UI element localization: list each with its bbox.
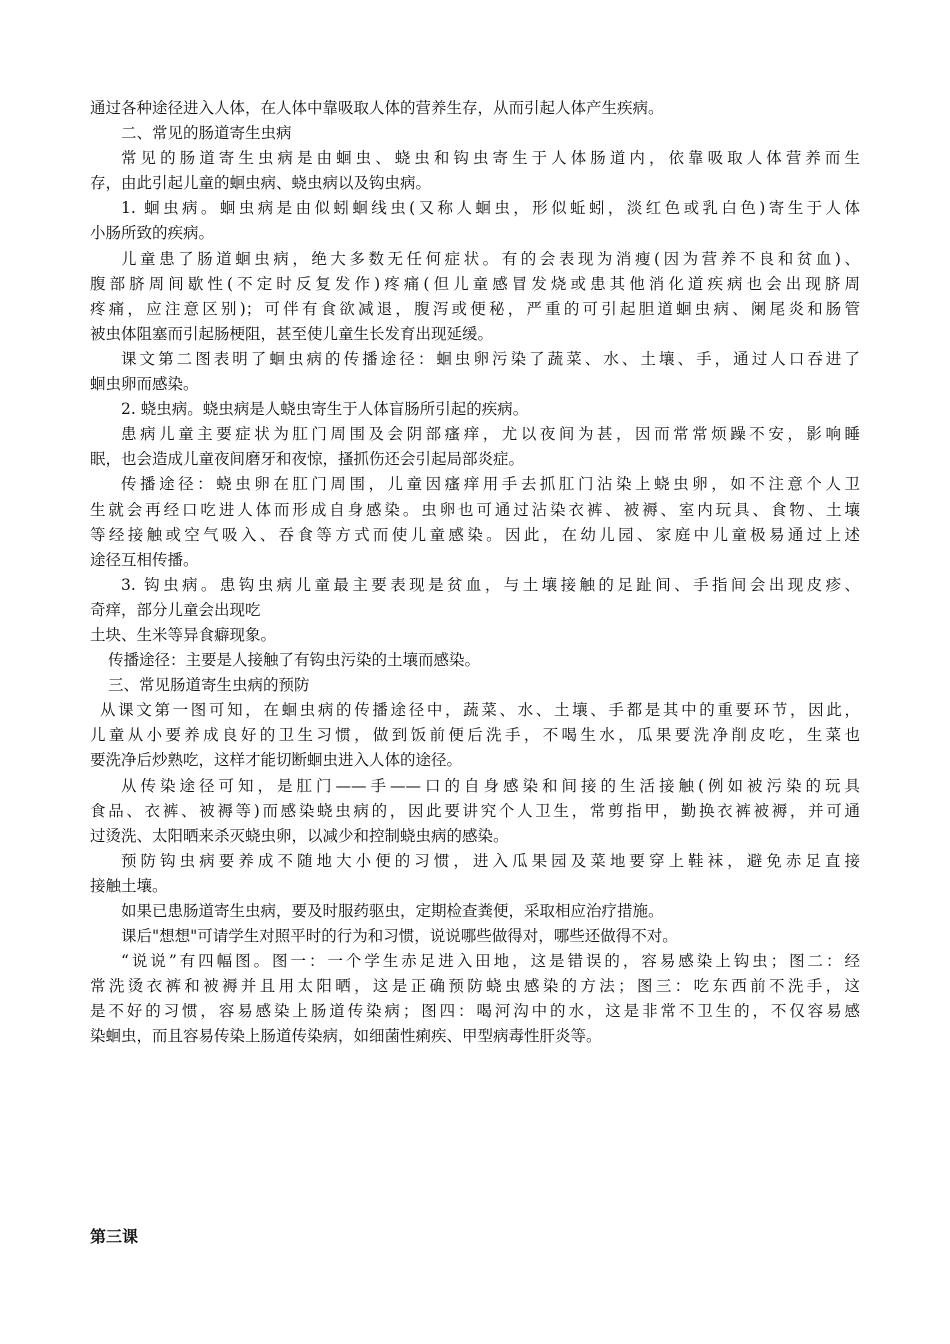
text-line: 1. 蛔虫病。蛔虫病是由似蚓蛔线虫(又称人蛔虫，形似蚯蚓，淡红色或乳白色)寄生于人体 [121,199,860,218]
text-line: 常见的肠道寄生虫病是由蛔虫、蛲虫和钩虫寄生于人体肠道内，依靠吸取人体营养而生 [121,149,860,168]
text-line: 儿童患了肠道蛔虫病，绝大多数无任何症状。有的会表现为消瘦(因为营养不良和贫血)、 [121,249,860,268]
text-line: 从传染途径可知，是肛门——手——口的自身感染和间接的生活接触(例如被污染的玩具 [121,776,860,795]
text-line: 2. 蛲虫病。蛲虫病是人蛲虫寄生于人体盲肠所引起的疾病。 [121,400,529,419]
text-line: 被虫体阻塞而引起肠梗阻，甚至使儿童生长发育出现延缓。 [90,324,494,343]
text-line: 预防钩虫病要养成不随地大小便的习惯，进入瓜果园及菜地要穿上鞋袜，避免赤足直接 [121,851,860,870]
text-line: 传播途径：主要是人接触了有钩虫污染的土壤而感染。 [108,651,481,670]
text-line: 蛔虫卵而感染。 [90,375,199,394]
text-line: 患病儿童主要症状为肛门周围及会阴部瘙痒，尤以夜间为甚，因而常常烦躁不安，影响睡 [121,425,860,444]
text-line: 途径互相传播。 [90,550,199,569]
text-line: 染蛔虫，而且容易传染上肠道传染病，如细菌性痢疾、甲型病毒性肝炎等。 [90,1027,602,1046]
text-line: 二、常见的肠道寄生虫病 [121,124,292,143]
text-line: 眠，也会造成儿童夜间磨牙和夜惊，搔抓伤还会引起局部炎症。 [90,450,525,469]
text-line: 课文第二图表明了蛔虫病的传播途径：蛔虫卵污染了蔬菜、水、土壤、手，通过人口吞进了 [121,349,860,368]
text-line: 常洗烫衣裤和被褥并且用太阳晒，这是正确预防蛲虫感染的方法；图三：吃东西前不洗手，这 [90,977,860,996]
text-line: 存，由此引起儿童的蛔虫病、蛲虫病以及钩虫病。 [90,174,432,193]
text-line: 要洗净后炒熟吃，这样才能切断蛔虫进入人体的途径。 [90,751,463,770]
text-line: 接触土壤。 [90,876,168,895]
text-line: 过烫洗、太阳晒来杀灭蛲虫卵，以减少和控制蛲虫病的感染。 [90,826,509,845]
text-line: 如果已患肠道寄生虫病，要及时服药驱虫，定期检查粪便，采取相应治疗措施。 [121,902,664,920]
text-line: “说说”有四幅图。图一：一个学生赤足进入田地，这是错误的，容易感染上钩虫；图二：经 [121,952,860,971]
text-line: 土块、生米等异食癖现象。 [90,625,277,644]
text-line: 奇痒，部分儿童会出现吃 [90,600,261,619]
text-line: 三、常见肠道寄生虫病的预防 [108,676,310,695]
text-line: 儿童从小要养成良好的卫生习惯，做到饭前便后洗手，不喝生水，瓜果要洗净削皮吃，生菜也 [90,726,860,745]
text-line: 3. 钩虫病。患钩虫病儿童最主要表现是贫血，与土壤接触的足趾间、手指间会出现皮疹、 [121,575,860,594]
text-line: 课后"想想"可请学生对照平时的行为和习惯，说说哪些做得对，哪些还做得不对。 [121,927,678,946]
lesson-heading: 第三课 [90,1227,139,1246]
text-line: 通过各种途径进入人体，在人体中靠吸取人体的营养生存，从而引起人体产生疾病。 [90,99,664,117]
text-line: 腹部脐周间歇性(不定时反复发作)疼痛(但儿童感冒发烧或患其他消化道疾病也会出现脐周 [90,274,860,293]
text-line: 小肠所致的疾病。 [90,224,215,243]
text-line: 等经接触或空气吸入、吞食等方式而使儿童感染。因此，在幼儿园、家庭中儿童极易通过上述 [90,525,860,544]
text-line: 从课文第一图可知，在蛔虫病的传播途径中，蔬菜、水、土壤、手都是其中的重要环节，因此， [100,701,860,720]
text-line: 传播途径：蛲虫卵在肛门周围，儿童因瘙痒用手去抓肛门沾染上蛲虫卵，如不注意个人卫 [121,475,860,494]
text-line: 食品、衣裤、被褥等)而感染蛲虫病的，因此要讲究个人卫生，常剪指甲，勤换衣裤被褥，并可通 [90,801,860,820]
document-body [90,96,860,1050]
text-line: 疼痛，应注意区别)；可伴有食欲减退，腹泻或便秘，严重的可引起胆道蛔虫病、阑尾炎和肠管 [90,299,860,318]
text-line: 是不好的习惯，容易感染上肠道传染病；图四：喝河沟中的水，这是非常不卫生的，不仅容易感 [90,1002,860,1021]
text-line: 生就会再经口吃进人体而形成自身感染。虫卵也可通过沾染衣裤、被褥、室内玩具、食物、土壤 [90,500,860,519]
